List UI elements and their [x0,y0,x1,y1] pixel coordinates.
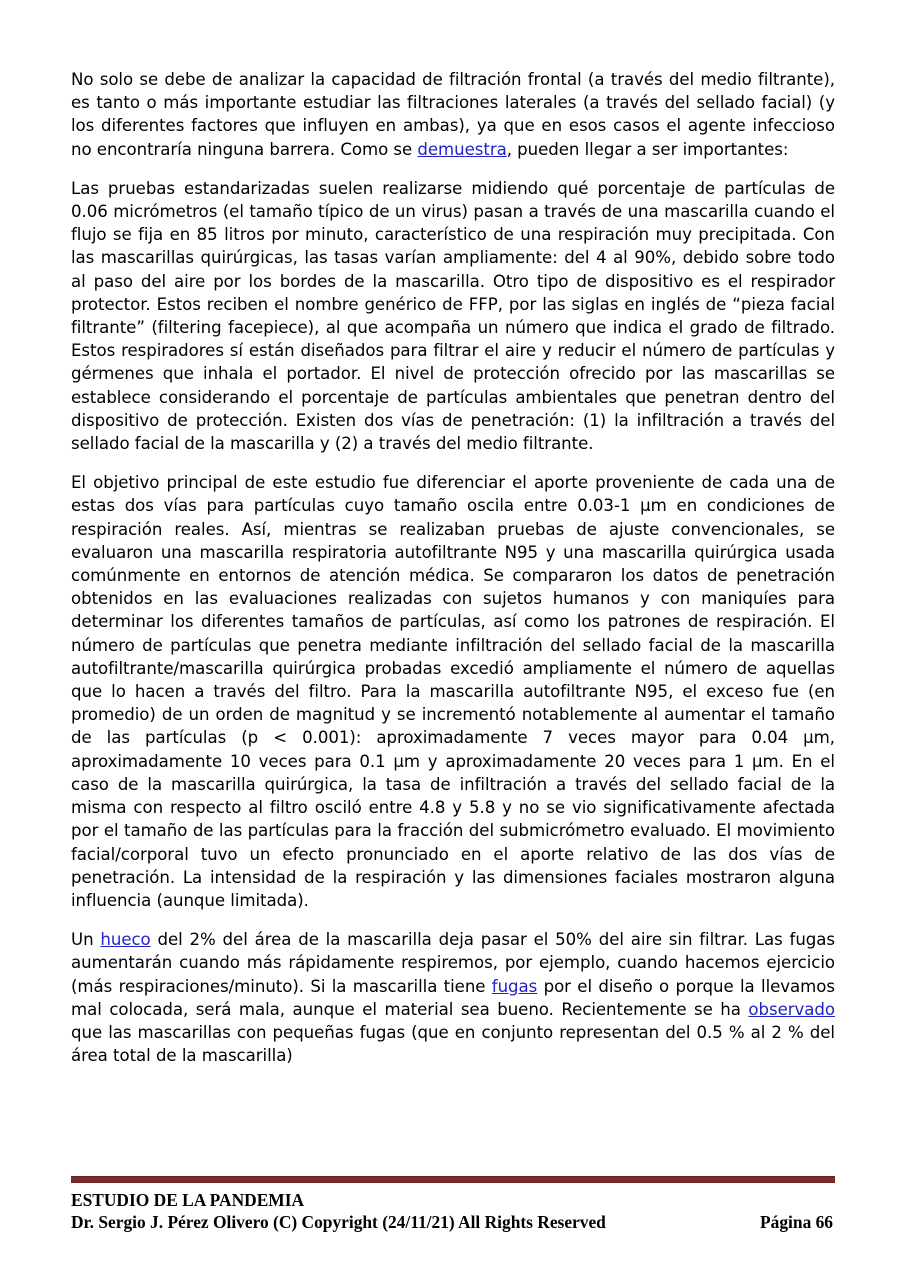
page-footer [71,1176,835,1233]
inline-hyperlink[interactable]: fugas [491,976,538,996]
footer-divider [71,1176,835,1183]
footer-bottom-row [71,1211,835,1233]
footer-title: ESTUDIO DE LA PANDEMIA [71,1190,305,1210]
footer-copyright: Dr. Sergio J. Pérez Olivero (C) Copyright (24/11/21) All Rights Reserved [71,1212,606,1232]
inline-hyperlink[interactable]: hueco [100,930,151,950]
document-body [71,68,835,1067]
paragraph: No solo se debe de analizar la capacidad de filtración frontal (a través del medio filtrante), es tanto o más importante estudiar las filtraciones laterales (a través del sellado facial) (y los diferentes factores que influyen en ambas), ya que en esos casos el agente infeccioso no encontraría ninguna barrera. Como se demuestra, pueden llegar a ser importantes: [71,70,835,159]
paragraph: Las pruebas estandarizadas suelen realizarse midiendo qué porcentaje de partículas de 0.06 micrómetros (el tamaño típico de un virus) pasan a través de una mascarilla cuando el flujo se fija en 85 litros por minuto, característico de una respiración muy precipitada. Con las mascarillas quirúrgicas, las tasas varían ampliamente: del 4 al 90%, debido sobre todo al paso del aire por los bordes de la mascarilla. Otro tipo de dispositivo es el respirador protector. Estos reciben el nombre genérico de FFP, por las siglas en inglés de “pieza facial filtrante” (filtering facepiece), al que acompaña un número que indica el grado de filtrado. Estos respiradores sí están diseñados para filtrar el aire y reducir el número de partículas y gérmenes que inhala el portador. El nivel de protección ofrecido por las mascarillas se establece considerando el porcentaje de partículas ambientales que penetran dentro del dispositivo de protección. Existen dos vías de penetración: (1) la infiltración a través del sellado facial de la mascarilla y (2) a través del medio filtrante. [71,178,835,454]
footer-page-number: Página 66 [760,1212,833,1232]
paragraph: El objetivo principal de este estudio fue diferenciar el aporte proveniente de cada una de estas dos vías para partículas cuyo tamaño oscila entre 0.03-1 µm en condiciones de respiración reales. Así, mientras se realizaban pruebas de ajuste convencionales, se evaluaron una mascarilla respiratoria autofiltrante N95 y una mascarilla quirúrgica usada comúnmente en entornos de atención médica. Se compararon los datos de penetración obtenidos en las evaluaciones realizadas con sujetos humanos y con maniquíes para determinar los diferentes tamaños de partículas, así como los patrones de respiración. El número de partículas que penetra mediante infiltración del sellado facial de la mascarilla autofiltrante/mascarilla quirúrgica probadas excedió ampliamente el número de aquellas que lo hacen a través del filtro. Para la mascarilla autofiltrante N95, el exceso fue (en promedio) de un orden de magnitud y se incrementó notablemente al aumentar el tamaño de las partículas (p < 0.001): aproximadamente 7 veces mayor para 0.04 µm, aproximadamente 10 veces para 0.1 µm y aproximadamente 20 veces para 1 µm. En el caso de la mascarilla quirúrgica, la tasa de infiltración a través del sellado facial de la misma con respecto al filtro osciló entre 4.8 y 5.8 y no se vio significativamente afectada por el tamaño de las partículas para la fracción del submicrómetro evaluado. El movimiento facial/corporal tuvo un efecto pronunciado en el aporte relativo de las dos vías de penetración. La intensidad de la respiración y las dimensiones faciales mostraron alguna influencia (aunque limitada). [71,473,835,910]
inline-hyperlink[interactable]: observado [748,999,835,1019]
paragraph: Un hueco del 2% del área de la mascarilla deja pasar el 50% del aire sin filtrar. Las fugas aumentarán cuando más rápidamente respiremos, por ejemplo, cuando hacemos ejercicio (más respiraciones/minuto). Si la mascarilla tiene fugas por el diseño o porque la llevamos mal colocada, será mala, aunque el material sea bueno. Recientemente se ha observado que las mascarillas con pequeñas fugas (que en conjunto representan del 0.5 % al 2 % del área total de la mascarilla) [71,930,835,1066]
inline-hyperlink[interactable]: demuestra [417,139,507,159]
